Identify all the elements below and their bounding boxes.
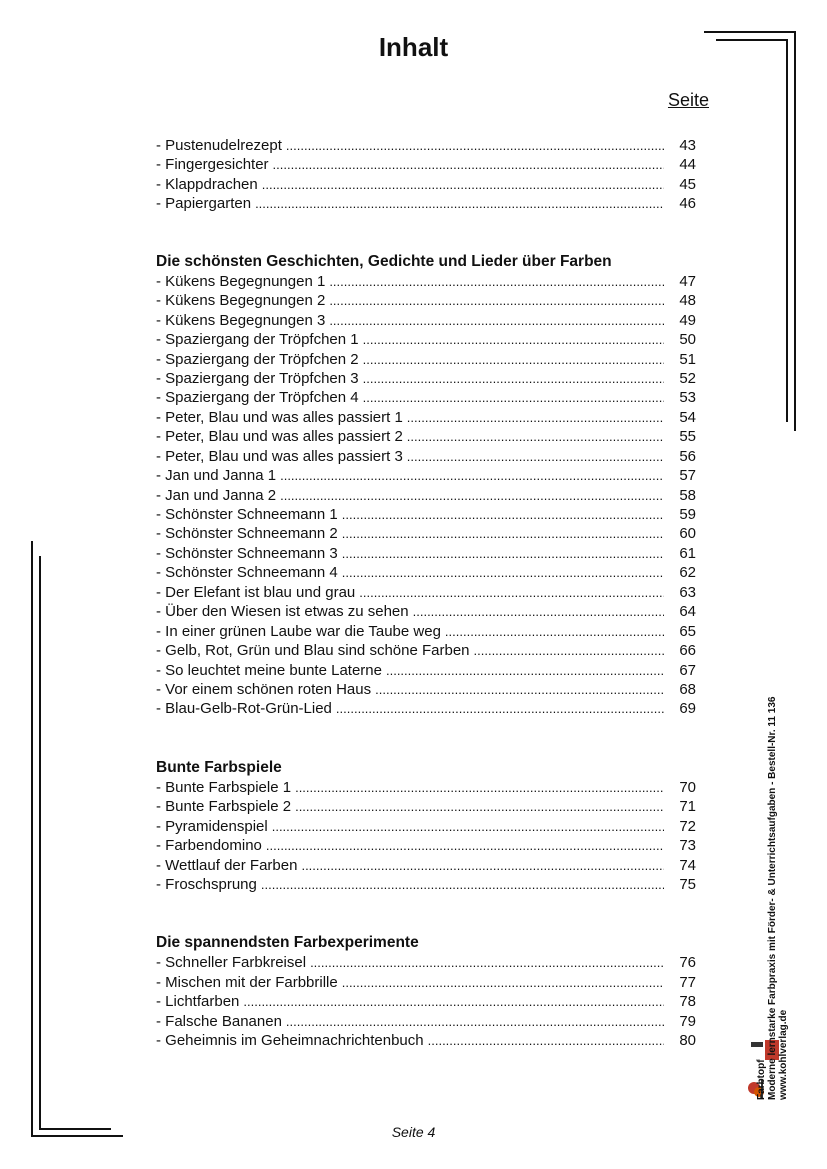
toc-entry-label: - Pyramidenspiel [156,817,268,835]
toc-dot-leader [363,369,664,388]
toc-entry [156,622,696,641]
toc-entry [156,680,696,699]
toc-entry [156,661,696,680]
toc-dot-leader [280,486,664,505]
toc-entry-label: - Peter, Blau und was alles passiert 3 [156,447,403,465]
toc-dot-leader [310,953,664,972]
toc-entry-label: - Froschsprung [156,876,257,893]
toc-dot-leader [363,350,664,369]
toc-dot-leader [342,505,664,524]
toc-entry-label: - Spaziergang der Tröpfchen 1 [156,331,359,349]
toc-entry-label: - Spaziergang der Tröpfchen 2 [156,350,359,368]
toc-entry-label: - Farbendomino [156,837,262,855]
toc-entry-label: - Spaziergang der Tröpfchen 3 [156,369,359,387]
toc-entry-label: - Schönster Schneemann 2 [156,525,338,543]
toc-entry [156,778,696,797]
frame-line [39,556,41,1129]
toc-entry-label: - Über den Wiesen ist etwas zu sehen [156,603,409,621]
toc-dot-leader [342,544,664,563]
toc-dot-leader [407,427,664,446]
toc-entry-page: 63 [679,583,696,601]
toc-dot-leader [363,330,664,349]
toc-entry-label: - Kükens Begegnungen 1 [156,272,326,290]
toc-entry-page: 71 [679,798,696,816]
toc-entry-label: - Kükens Begegnungen 2 [156,292,326,310]
toc-entry [156,330,696,349]
toc-entry-page: 64 [679,603,696,621]
toc-dot-leader [386,661,664,680]
toc-dot-leader [329,272,664,291]
toc-entry-page: 58 [679,486,696,504]
sidebar-website: www.kohlverlag.de [778,1009,789,1100]
page-title: Inhalt [378,32,449,62]
toc-entry-page: 43 [679,137,696,154]
toc-dot-leader [445,622,664,641]
toc-entry-page: 66 [679,642,696,660]
toc-dot-leader [266,836,664,855]
toc-entry-page: 65 [679,622,696,640]
toc-entry [156,388,696,407]
toc-entry-page: 46 [679,195,696,213]
toc-entry-label: - Peter, Blau und was alles passiert 1 [156,408,403,426]
toc-entry-label: - Blau-Gelb-Rot-Grün-Lied [156,700,332,718]
sidebar-book-subtitle: Moderne lernstarke Farbpraxis mit Förder- & Unterrichtsaufgaben - Bestell-Nr. 11 136 [767,696,778,1100]
toc-entry-page: 74 [679,856,696,874]
toc-dot-leader [407,408,664,427]
toc-dot-leader [342,563,664,582]
toc-entry-label: - So leuchtet meine bunte Laterne [156,661,382,679]
toc-entry [156,641,696,660]
frame-line [794,31,796,431]
section-gap [156,894,696,933]
toc-entry [156,875,696,894]
toc-dot-leader [329,311,664,330]
toc-entry-label: - Klappdrachen [156,175,258,193]
toc-entry [156,797,696,816]
toc-dot-leader [243,992,664,1011]
page-footer: Seite 4 [391,1124,436,1140]
toc-entry-label: - Mischen mit der Farbbrille [156,973,338,991]
section-heading: Bunte Farbspiele [156,758,282,776]
section-heading: Die spannendsten Farbexperimente [156,934,419,952]
toc-entry-page: 54 [679,408,696,426]
toc-entry-label: - Wettlauf der Farben [156,856,298,874]
toc-entry-page: 76 [679,954,696,972]
toc-dot-leader [363,388,664,407]
toc-dot-leader [342,524,664,543]
frame-line [31,541,33,1137]
toc-entry [156,194,696,213]
toc-entry [156,563,696,582]
toc-entry [156,1031,696,1050]
toc-entry-label: - Schönster Schneemann 4 [156,564,338,582]
toc-entry [156,992,696,1011]
toc-entry [156,155,696,174]
toc-dot-leader [262,175,664,194]
toc-entry-page: 61 [679,544,696,562]
toc-entry-page: 69 [679,700,696,718]
toc-dot-leader [428,1031,664,1050]
toc-entry-page: 44 [679,156,696,174]
toc-dot-leader [272,817,664,836]
toc-entry-page: 55 [679,428,696,446]
toc-entry-label: - Schneller Farbkreisel [156,954,307,972]
toc-entry [156,136,696,155]
toc-entry-label: - Bunte Farbspiele 1 [156,778,292,796]
toc-entry [156,973,696,992]
toc-entry [156,505,696,524]
toc-entry [156,856,696,875]
toc-entry-page: 77 [679,973,696,991]
frame-line [31,1135,123,1137]
toc-entry-label: - Peter, Blau und was alles passiert 2 [156,428,403,446]
toc-entry-page: 59 [679,506,696,523]
toc-entry-label: - Vor einem schönen roten Haus [156,680,372,698]
toc-entry-label: - Schönster Schneemann 1 [156,506,338,523]
toc-entry-label: - Spaziergang der Tröpfchen 4 [156,389,359,407]
toc-entry-label: - Jan und Janna 2 [156,486,277,504]
toc-entry-page: 49 [679,311,696,329]
toc-dot-leader [342,973,664,992]
toc-entry [156,466,696,485]
toc-entry-page: 51 [679,350,696,368]
toc-entry [156,836,696,855]
toc-entry-page: 67 [679,661,696,679]
toc-entry-label: - Geheimnis im Geheimnachrichtenbuch [156,1032,424,1050]
toc-dot-leader [286,136,664,155]
toc-entry [156,953,696,972]
toc-entry-label: - Falsche Bananen [156,1012,282,1030]
toc-entry-page: 73 [679,837,696,855]
toc-entry-label: - Jan und Janna 1 [156,467,277,485]
toc-entry [156,427,696,446]
toc-entry-page: 48 [679,292,696,310]
toc-entry [156,817,696,836]
toc-dot-leader [375,680,664,699]
toc-entry [156,699,696,718]
toc-entry-page: 68 [679,680,696,698]
section-gap [156,719,696,758]
frame-line [704,31,796,33]
frame-line [39,1128,111,1130]
toc-dot-leader [286,1012,664,1031]
toc-entry [156,544,696,563]
toc-dot-leader [413,602,664,621]
toc-entry [156,311,696,330]
toc-entry-page: 57 [679,467,696,485]
toc-entry [156,447,696,466]
frame-line [786,39,788,422]
toc-dot-leader [474,641,664,660]
toc-entry-page: 50 [679,331,696,349]
toc-entry-label: - Der Elefant ist blau und grau [156,583,356,601]
toc-entry-page: 70 [679,778,696,796]
toc-entry-label: - In einer grünen Laube war die Taube weg [156,622,441,640]
toc-entry [156,583,696,602]
toc-dot-leader [273,155,664,174]
toc-entry-page: 75 [679,876,696,893]
toc-entry-page: 80 [679,1032,696,1050]
toc-entry [156,602,696,621]
toc-entry-label: - Bunte Farbspiele 2 [156,798,292,816]
toc-entry-page: 53 [679,389,696,407]
toc-dot-leader [407,447,664,466]
toc-entry [156,272,696,291]
page-column-header: Seite [667,90,709,110]
toc-entry-page: 62 [679,564,696,582]
toc-dot-leader [295,797,664,816]
toc-dot-leader [261,875,664,894]
toc-entry [156,369,696,388]
toc-entry [156,486,696,505]
toc-entry-label: - Papiergarten [156,195,252,213]
toc-dot-leader [359,583,664,602]
toc-entry [156,175,696,194]
toc-entry-page: 79 [679,1012,696,1030]
toc-dot-leader [329,291,664,310]
toc-entry-label: - Kükens Begegnungen 3 [156,311,326,329]
toc-entry-label: - Pustenudelrezept [156,137,282,154]
toc-entry-label: - Gelb, Rot, Grün und Blau sind schöne Farben [156,642,470,660]
toc-entry-page: 60 [679,525,696,543]
toc-entry [156,350,696,369]
toc-entry-page: 78 [679,993,696,1011]
section-gap [156,214,696,252]
table-of-contents [156,136,696,1051]
toc-entry [156,291,696,310]
toc-entry-page: 72 [679,817,696,835]
toc-entry-page: 56 [679,447,696,465]
toc-entry-label: - Lichtfarben [156,993,240,1011]
toc-dot-leader [295,778,664,797]
section-heading: Die schönsten Geschichten, Gedichte und Lieder über Farben [156,252,612,270]
toc-entry [156,1012,696,1031]
toc-dot-leader [255,194,664,213]
sidebar-text [756,697,789,1100]
sidebar-book-title: Farbtopf [756,1059,767,1100]
toc-entry-page: 52 [679,369,696,387]
toc-entry-page: 45 [679,175,696,193]
frame-line [716,39,787,41]
toc-dot-leader [301,856,664,875]
toc-entry [156,524,696,543]
toc-dot-leader [280,466,664,485]
toc-entry-label: - Fingergesichter [156,156,269,174]
toc-dot-leader [336,699,664,718]
toc-entry-page: 47 [679,272,696,290]
toc-entry [156,408,696,427]
toc-entry-label: - Schönster Schneemann 3 [156,544,338,562]
